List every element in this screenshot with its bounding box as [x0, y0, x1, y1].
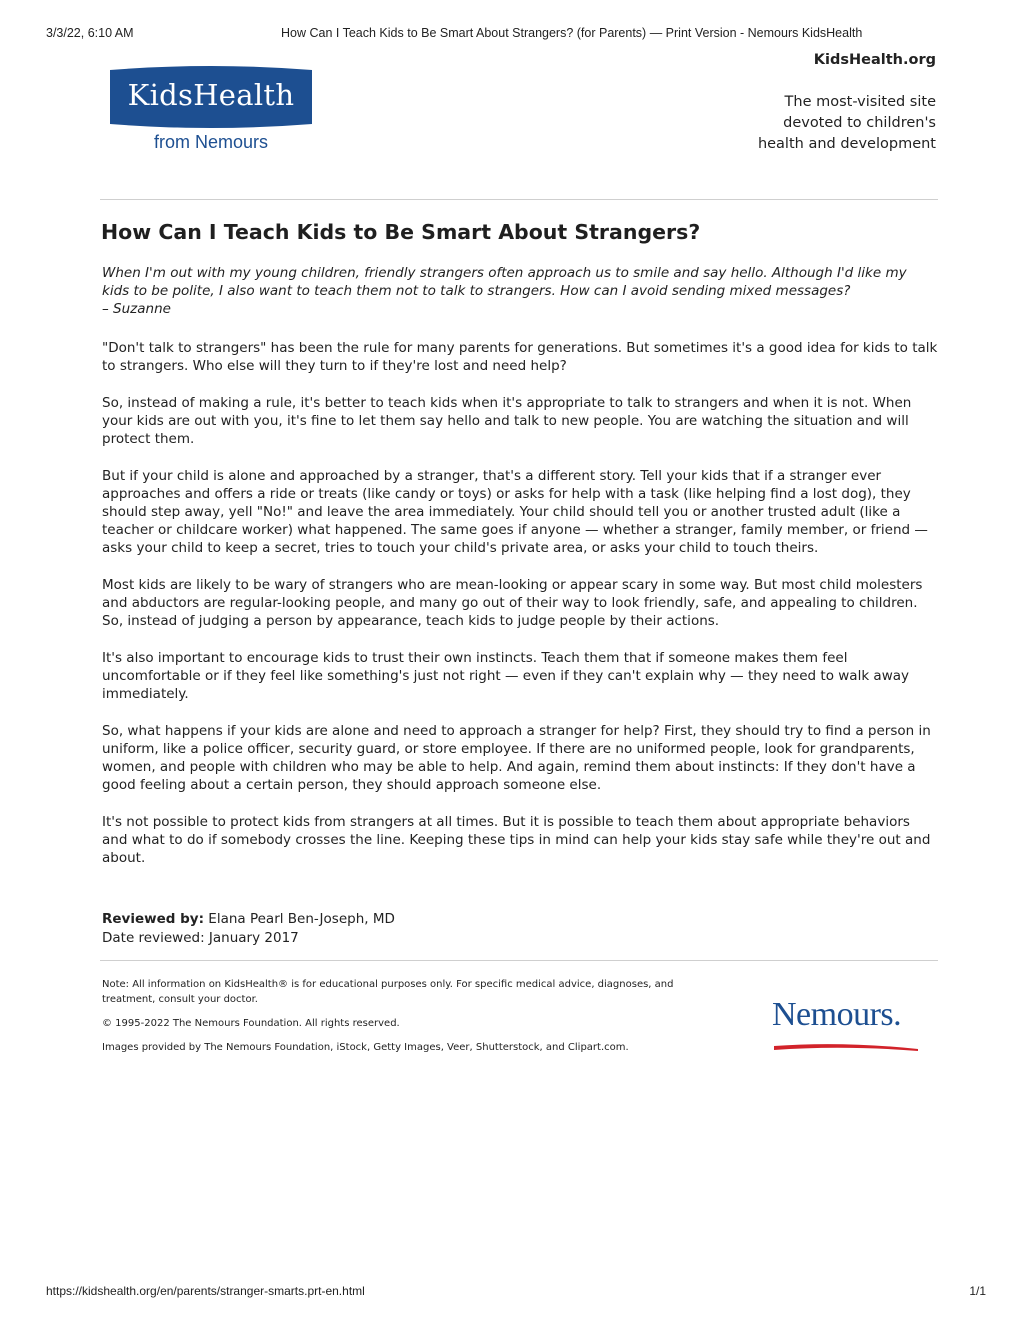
site-name: KidsHealth.org — [813, 52, 936, 68]
header-divider — [100, 199, 938, 200]
logo-wordmark: KidsHealth — [127, 78, 295, 112]
tagline-line: devoted to children's — [783, 115, 936, 131]
reviewer-name: Elana Pearl Ben-Joseph, MD — [208, 911, 395, 927]
nemours-logo — [772, 996, 922, 1052]
tagline-line: health and development — [757, 136, 936, 152]
article-paragraph: Most kids are likely to be wary of strangers who are mean-looking or appear scary in some way. But most child molesters and abductors are regular-looking people, and many go out of their way to look friendly, safe, and appealing to children. So, instead of judging a person by appearance, teach kids to judge people by their actions. — [102, 577, 923, 629]
article-title: How Can I Teach Kids to Be Smart About Strangers? — [101, 220, 701, 244]
article-paragraph: It's also important to encourage kids to trust their own instincts. Teach them that if someone makes them feel uncomfortable or if they feel like something's just not right — even if they can't explain why — they need to walk away immediately. — [102, 650, 910, 702]
page-number: 1/1 — [969, 1284, 986, 1298]
article-paragraph: "Don't talk to strangers" has been the rule for many parents for generations. But sometimes it's a good idea for kids to talk to strangers. Who else will they turn to if they're lost and need help? — [102, 340, 938, 374]
footer-divider — [100, 960, 938, 961]
question-text: When I'm out with my young children, friendly strangers often approach us to smile and say hello. Although I'd like my kids to be polite, I also want to teach them not to talk to strangers. How can I avoid sending mixed messages? — [102, 265, 907, 299]
footer-copyright: © 1995-2022 The Nemours Foundation. All rights reserved. — [102, 1018, 400, 1029]
review-info — [102, 910, 395, 948]
print-header — [46, 22, 978, 42]
print-datetime: 3/3/22, 6:10 AM — [46, 26, 134, 40]
print-page-title: How Can I Teach Kids to Be Smart About Strangers? (for Parents) — Print Version - Nemours KidsHealth — [281, 26, 863, 40]
footer-image-credits: Images provided by The Nemours Foundation, iStock, Getty Images, Veer, Shutterstock, and Clipart.com. — [102, 1042, 629, 1053]
nemours-wordmark: Nemours. — [772, 996, 902, 1033]
reader-question — [102, 264, 938, 318]
reviewed-by-label: Reviewed by: — [102, 911, 204, 927]
date-reviewed: Date reviewed: January 2017 — [102, 930, 299, 946]
article-paragraph: It's not possible to protect kids from strangers at all times. But it is possible to teach them about appropriate behaviors and what to do if somebody crosses the line. Keeping these tips in mind can help your kids stay safe while they're out and about. — [102, 814, 931, 866]
article-paragraph: But if your child is alone and approached by a stranger, that's a different story. Tell your kids that if a stranger ever approaches and offers a ride or treats (like candy or toys) or asks for help with a task (like helping find a lost dog), they should step away, yell "No!" and leave the area immediately. Your child should tell you or another trusted adult (like a teacher or childcare worker) what happened. The same goes if anyone — whether a stranger, family member, or friend — asks your child to keep a secret, tries to touch your child's private area, or asks your child to touch theirs. — [102, 468, 928, 556]
reviewed-by-line — [102, 910, 395, 929]
kidshealth-logo[interactable] — [108, 64, 314, 158]
footer-note: Note: All information on KidsHealth® is for educational purposes only. For specific medical advice, diagnoses, and treatment, consult your doctor. — [102, 979, 674, 1005]
article-body — [102, 264, 938, 886]
nemours-swoosh — [772, 1040, 922, 1052]
tagline-line: The most-visited site — [784, 94, 936, 110]
logo-from-nemours: from Nemours — [153, 132, 269, 152]
footer-notes — [102, 977, 722, 1064]
article-paragraph: So, what happens if your kids are alone and need to approach a stranger for help? First, they should try to find a person in uniform, like a police officer, security guard, or store employee. If there are no uniformed people, look for grandparents, women, and people with children who may be able to help. And again, remind them about instincts: If they don't have a good feeling about a certain person, they should approach someone else. — [102, 723, 931, 793]
print-url: https://kidshealth.org/en/parents/stranger-smarts.prt-en.html — [46, 1284, 365, 1298]
article-paragraph: So, instead of making a rule, it's better to teach kids when it's appropriate to talk to strangers and when it is not. When your kids are out with you, it's fine to let them say hello and talk to new people. You are watching the situation and will protect them. — [102, 395, 912, 447]
question-signature: – Suzanne — [102, 301, 171, 317]
site-tagline — [716, 92, 936, 155]
